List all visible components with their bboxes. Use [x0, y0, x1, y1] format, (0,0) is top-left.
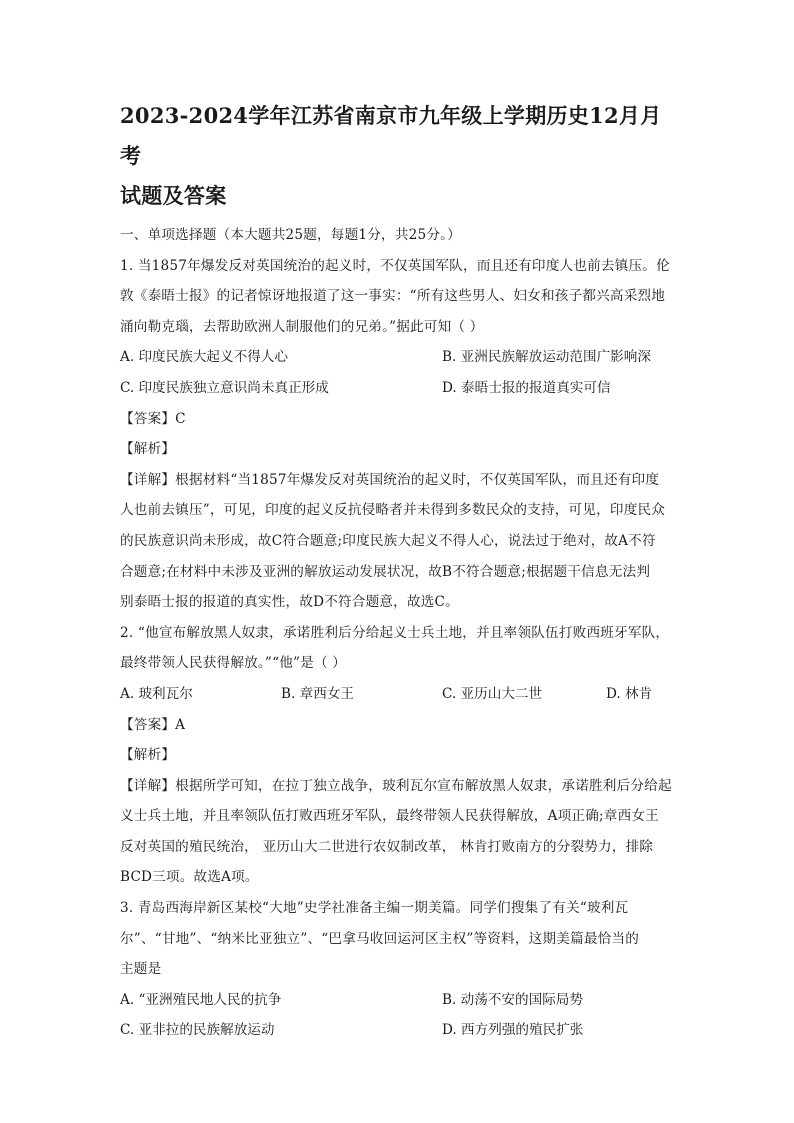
q2-detail-line-2: 义士兵土地，并且率领队伍打败西班牙军队，最终带领人民获得解放，A项正确;章西女王 [120, 808, 659, 825]
q3-stem-line-1: 3. 青岛西海岸新区某校“大地”史学社准备主编一期美篇。同学们搜集了有关“玻利瓦 [120, 900, 629, 917]
q1-detail-line-5: 别泰晤士报的报道的真实性，故D不符合题意，故选C。 [120, 594, 459, 611]
q2-answer: 【答案】A [120, 716, 186, 733]
q3-options-row-2 [120, 1015, 680, 1046]
document-title-line-2: 试题及答案 [120, 183, 227, 208]
q2-stem-line-1: 2. “他宣布解放黑人奴隶，承诺胜利后分给起义士兵土地，并且率领队伍打败西班牙军队， [120, 624, 670, 641]
q2-detail-line-1: 【详解】根据所学可知，在拉丁独立战争，玻利瓦尔宣布解放黑人奴隶，承诺胜利后分给起 [120, 777, 672, 794]
q2-option-b: B. 章西女王 [281, 685, 355, 702]
q3-option-b: B. 动荡不安的国际局势 [442, 991, 583, 1008]
q3-option-d: D. 西方列强的殖民扩张 [442, 1022, 584, 1039]
q2-option-c: C. 亚历山大二世 [442, 685, 543, 702]
q2-detail-line-3: 反对英国的殖民统治， 亚历山大二世进行农奴制改革， 林肯打败南方的分裂势力，排除 [120, 838, 654, 855]
q1-option-c: C. 印度民族独立意识尚未真正形成 [120, 379, 329, 396]
q1-option-d: D. 泰晤士报的报道真实可信 [442, 379, 611, 396]
q1-detail-line-3: 的民族意识尚未形成，故C符合题意;印度民族大起义不得人心，说法过于绝对，故A不符 [120, 532, 656, 549]
q1-options-row-1 [120, 342, 680, 373]
q3-options-row-1 [120, 985, 680, 1016]
q2-detail-line-4: BCD三项。故选A项。 [120, 869, 259, 886]
q2-option-a: A. 玻利瓦尔 [120, 685, 193, 702]
q2-analysis-label: 【解析】 [120, 747, 176, 764]
q1-answer: 【答案】C [120, 410, 186, 427]
q1-analysis-label: 【解析】 [120, 441, 176, 458]
q2-stem-line-2: 最终带领人民获得解放。”“他”是（ ） [120, 655, 347, 672]
q1-detail-line-2: 人也前去镇压”，可见，印度的起义反抗侵略者并未得到多数民众的支持，可见，印度民众 [120, 502, 666, 519]
q1-stem-line-1: 1. 当1857年爆发反对英国统治的起义时，不仅英国军队，而且还有印度人也前去镇压。伦 [120, 257, 670, 274]
q1-stem-line-2: 敦《泰晤士报》的记者惊讶地报道了这一事实：“所有这些男人、妇女和孩子都兴高采烈地 [120, 288, 666, 305]
q3-option-c: C. 亚非拉的民族解放运动 [120, 1022, 275, 1039]
q1-option-a: A. 印度民族大起义不得人心 [120, 349, 288, 366]
q3-stem-line-2: 尔”、“甘地”、“纳米比亚独立”、“巴拿马收回运河区主权”等资料，这期美篇最恰当的 [120, 930, 640, 947]
section-heading: 一、单项选择题（本大题共25题，每题1分，共25分。） [120, 227, 461, 243]
q2-options-row [120, 679, 680, 710]
q3-stem-line-3: 主题是 [120, 961, 162, 978]
q1-options-row-2 [120, 373, 680, 404]
q1-detail-line-1: 【详解】根据材料“当1857年爆发反对英国统治的起义时，不仅英国军队，而且还有印度 [120, 471, 660, 488]
q3-option-a: A. “亚洲殖民地人民的抗争 [120, 991, 282, 1008]
q1-option-b: B. 亚洲民族解放运动范围广影响深 [442, 349, 651, 366]
q2-option-d: D. 林肯 [606, 685, 653, 702]
q1-stem-line-3: 涌向勒克瑙，去帮助欧洲人制服他们的兄弟。”据此可知（ ） [120, 318, 484, 335]
document-page [120, 96, 680, 1046]
q1-detail-line-4: 合题意;在材料中未涉及亚洲的解放运动发展状况，故B不符合题意;根据题干信息无法判 [120, 563, 651, 580]
document-title-line-1: 2023-2024学年江苏省南京市九年级上学期历史12月月考 [120, 103, 662, 168]
